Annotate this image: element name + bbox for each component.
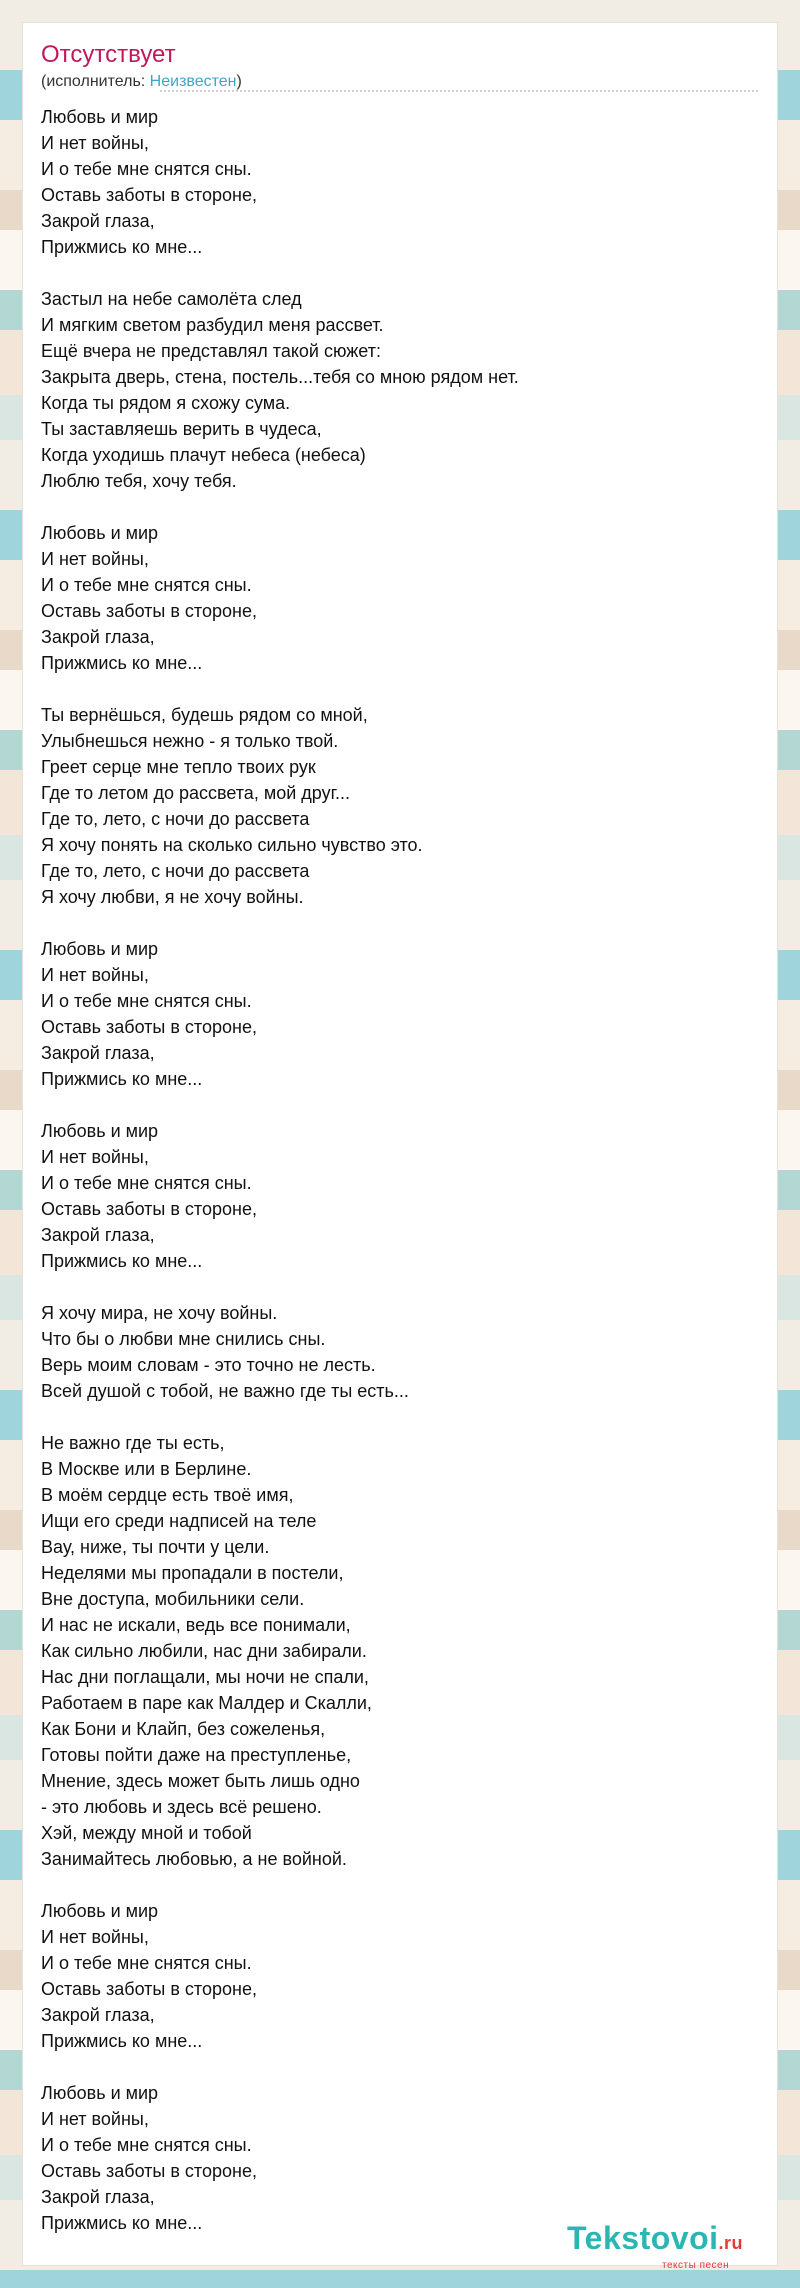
lyrics-line: Оставь заботы в стороне, [41, 1199, 257, 1219]
lyrics-line: - это любовь и здесь всё решено. [41, 1797, 322, 1817]
site-logo[interactable] [567, 2220, 777, 2272]
lyrics-line: И нет войны, [41, 1927, 149, 1947]
lyrics-line: Застыл на небе самолёта след [41, 289, 302, 309]
lyrics-line: Готовы пойти даже на преступленье, [41, 1745, 352, 1765]
lyrics-line: Где то, лето, с ночи до рассвета [41, 861, 310, 881]
lyrics-line: И нет войны, [41, 2109, 149, 2129]
lyrics-text [41, 104, 741, 2236]
lyrics-line: Люблю тебя, хочу тебя. [41, 471, 237, 491]
lyrics-line: И о тебе мне снятся сны. [41, 1173, 252, 1193]
lyrics-line: Ты вернёшься, будешь рядом со мной, [41, 705, 368, 725]
lyrics-line: Закрыта дверь, стена, постель...тебя со мною рядом нет. [41, 367, 519, 387]
lyrics-line: И нет войны, [41, 133, 149, 153]
lyrics-line: И мягким светом разбудил меня рассвет. [41, 315, 384, 335]
lyrics-line: Когда ты рядом я схожу сума. [41, 393, 291, 413]
lyrics-line: Вау, ниже, ты почти у цели. [41, 1537, 270, 1557]
logo-wordmark [567, 2220, 743, 2257]
artist-line [41, 72, 242, 92]
lyrics-line: Как Бони и Клайп, без сожеленья, [41, 1719, 326, 1739]
lyrics-blank-line [41, 494, 741, 520]
lyrics-line: Любовь и мир [41, 1901, 159, 1921]
lyrics-line: Прижмись ко мне... [41, 2031, 203, 2051]
lyrics-line: Греет серце мне тепло твоих рук [41, 757, 316, 777]
lyrics-line: Неделями мы пропадали в постели, [41, 1563, 344, 1583]
lyrics-line: Оставь заботы в стороне, [41, 1017, 257, 1037]
lyrics-line: Ищи его среди надписей на теле [41, 1511, 317, 1531]
lyrics-line: Хэй, между мной и тобой [41, 1823, 252, 1843]
lyrics-line: Вне доступа, мобильники сели. [41, 1589, 305, 1609]
lyrics-blank-line [41, 1404, 741, 1430]
lyrics-line: И о тебе мне снятся сны. [41, 2135, 252, 2155]
lyrics-line: В моём сердце есть твоё имя, [41, 1485, 294, 1505]
lyrics-line: Любовь и мир [41, 107, 159, 127]
lyrics-line: Прижмись ко мне... [41, 1251, 203, 1271]
lyrics-line: Что бы о любви мне снились сны. [41, 1329, 326, 1349]
lyrics-line: Как сильно любили, нас дни забирали. [41, 1641, 367, 1661]
lyrics-blank-line [41, 1274, 741, 1300]
lyrics-line: И о тебе мне снятся сны. [41, 159, 252, 179]
lyrics-line: И о тебе мне снятся сны. [41, 1953, 252, 1973]
lyrics-line: Ещё вчера не представлял такой сюжет: [41, 341, 381, 361]
lyrics-line: И о тебе мне снятся сны. [41, 575, 252, 595]
lyrics-line: В Москве или в Берлине. [41, 1459, 252, 1479]
lyrics-line: И нет войны, [41, 1147, 149, 1167]
lyrics-line: Закрой глаза, [41, 2187, 155, 2207]
lyrics-line: Любовь и мир [41, 1121, 159, 1141]
logo-tagline: тексты песен [662, 2260, 730, 2271]
lyrics-blank-line [41, 676, 741, 702]
lyrics-line: Я хочу понять на сколько сильно чувство это. [41, 835, 423, 855]
artist-link[interactable]: Неизвестен [149, 73, 237, 90]
lyrics-line: Закрой глаза, [41, 211, 155, 231]
lyrics-line: Любовь и мир [41, 2083, 159, 2103]
lyrics-line: Закрой глаза, [41, 627, 155, 647]
lyrics-line: Прижмись ко мне... [41, 2213, 203, 2233]
lyrics-line: Занимайтесь любовью, а не войной. [41, 1849, 347, 1869]
lyrics-line: И нас не искали, ведь все понимали, [41, 1615, 351, 1635]
title-divider [160, 90, 758, 92]
lyrics-blank-line [41, 1092, 741, 1118]
lyrics-line: Оставь заботы в стороне, [41, 601, 257, 621]
lyrics-line: Закрой глаза, [41, 1225, 155, 1245]
lyrics-blank-line [41, 2054, 741, 2080]
lyrics-line: И нет войны, [41, 965, 149, 985]
lyrics-line: Любовь и мир [41, 523, 159, 543]
lyrics-line: Прижмись ко мне... [41, 1069, 203, 1089]
song-title: Отсутствует [41, 41, 176, 68]
lyrics-line: Прижмись ко мне... [41, 653, 203, 673]
lyrics-line: Прижмись ко мне... [41, 237, 203, 257]
lyrics-line: Верь моим словам - это точно не лесть. [41, 1355, 376, 1375]
lyrics-line: Не важно где ты есть, [41, 1433, 225, 1453]
artist-prefix: (исполнитель: [41, 73, 150, 90]
lyrics-line: Оставь заботы в стороне, [41, 2161, 257, 2181]
artist-suffix: ) [236, 73, 242, 90]
lyrics-line: Оставь заботы в стороне, [41, 185, 257, 205]
lyrics-line: Работаем в паре как Малдер и Скалли, [41, 1693, 372, 1713]
lyrics-blank-line [41, 910, 741, 936]
lyrics-line: Нас дни поглащали, мы ночи не спали, [41, 1667, 369, 1687]
lyrics-line: Всей душой с тобой, не важно где ты есть... [41, 1381, 409, 1401]
lyrics-line: Ты заставляешь верить в чудеса, [41, 419, 322, 439]
lyrics-blank-line [41, 1872, 741, 1898]
lyrics-line: Когда уходишь плачут небеса (небеса) [41, 445, 366, 465]
lyrics-line: Закрой глаза, [41, 1043, 155, 1063]
lyrics-line: Закрой глаза, [41, 2005, 155, 2025]
lyrics-line: Где то, лето, с ночи до рассвета [41, 809, 310, 829]
lyrics-line: Я хочу мира, не хочу войны. [41, 1303, 278, 1323]
logo-tld: .ru [718, 2233, 744, 2253]
lyrics-line: Я хочу любви, я не хочу войны. [41, 887, 304, 907]
lyrics-blank-line [41, 260, 741, 286]
lyrics-line: Оставь заботы в стороне, [41, 1979, 257, 1999]
lyrics-line: И о тебе мне снятся сны. [41, 991, 252, 1011]
logo-main-text: Tekstovoi [567, 2220, 719, 2256]
lyrics-line: Улыбнешься нежно - я только твой. [41, 731, 339, 751]
lyrics-line: Где то летом до рассвета, мой друг... [41, 783, 350, 803]
lyrics-line: Любовь и мир [41, 939, 159, 959]
lyrics-line: И нет войны, [41, 549, 149, 569]
lyrics-line: Мнение, здесь может быть лишь одно [41, 1771, 360, 1791]
